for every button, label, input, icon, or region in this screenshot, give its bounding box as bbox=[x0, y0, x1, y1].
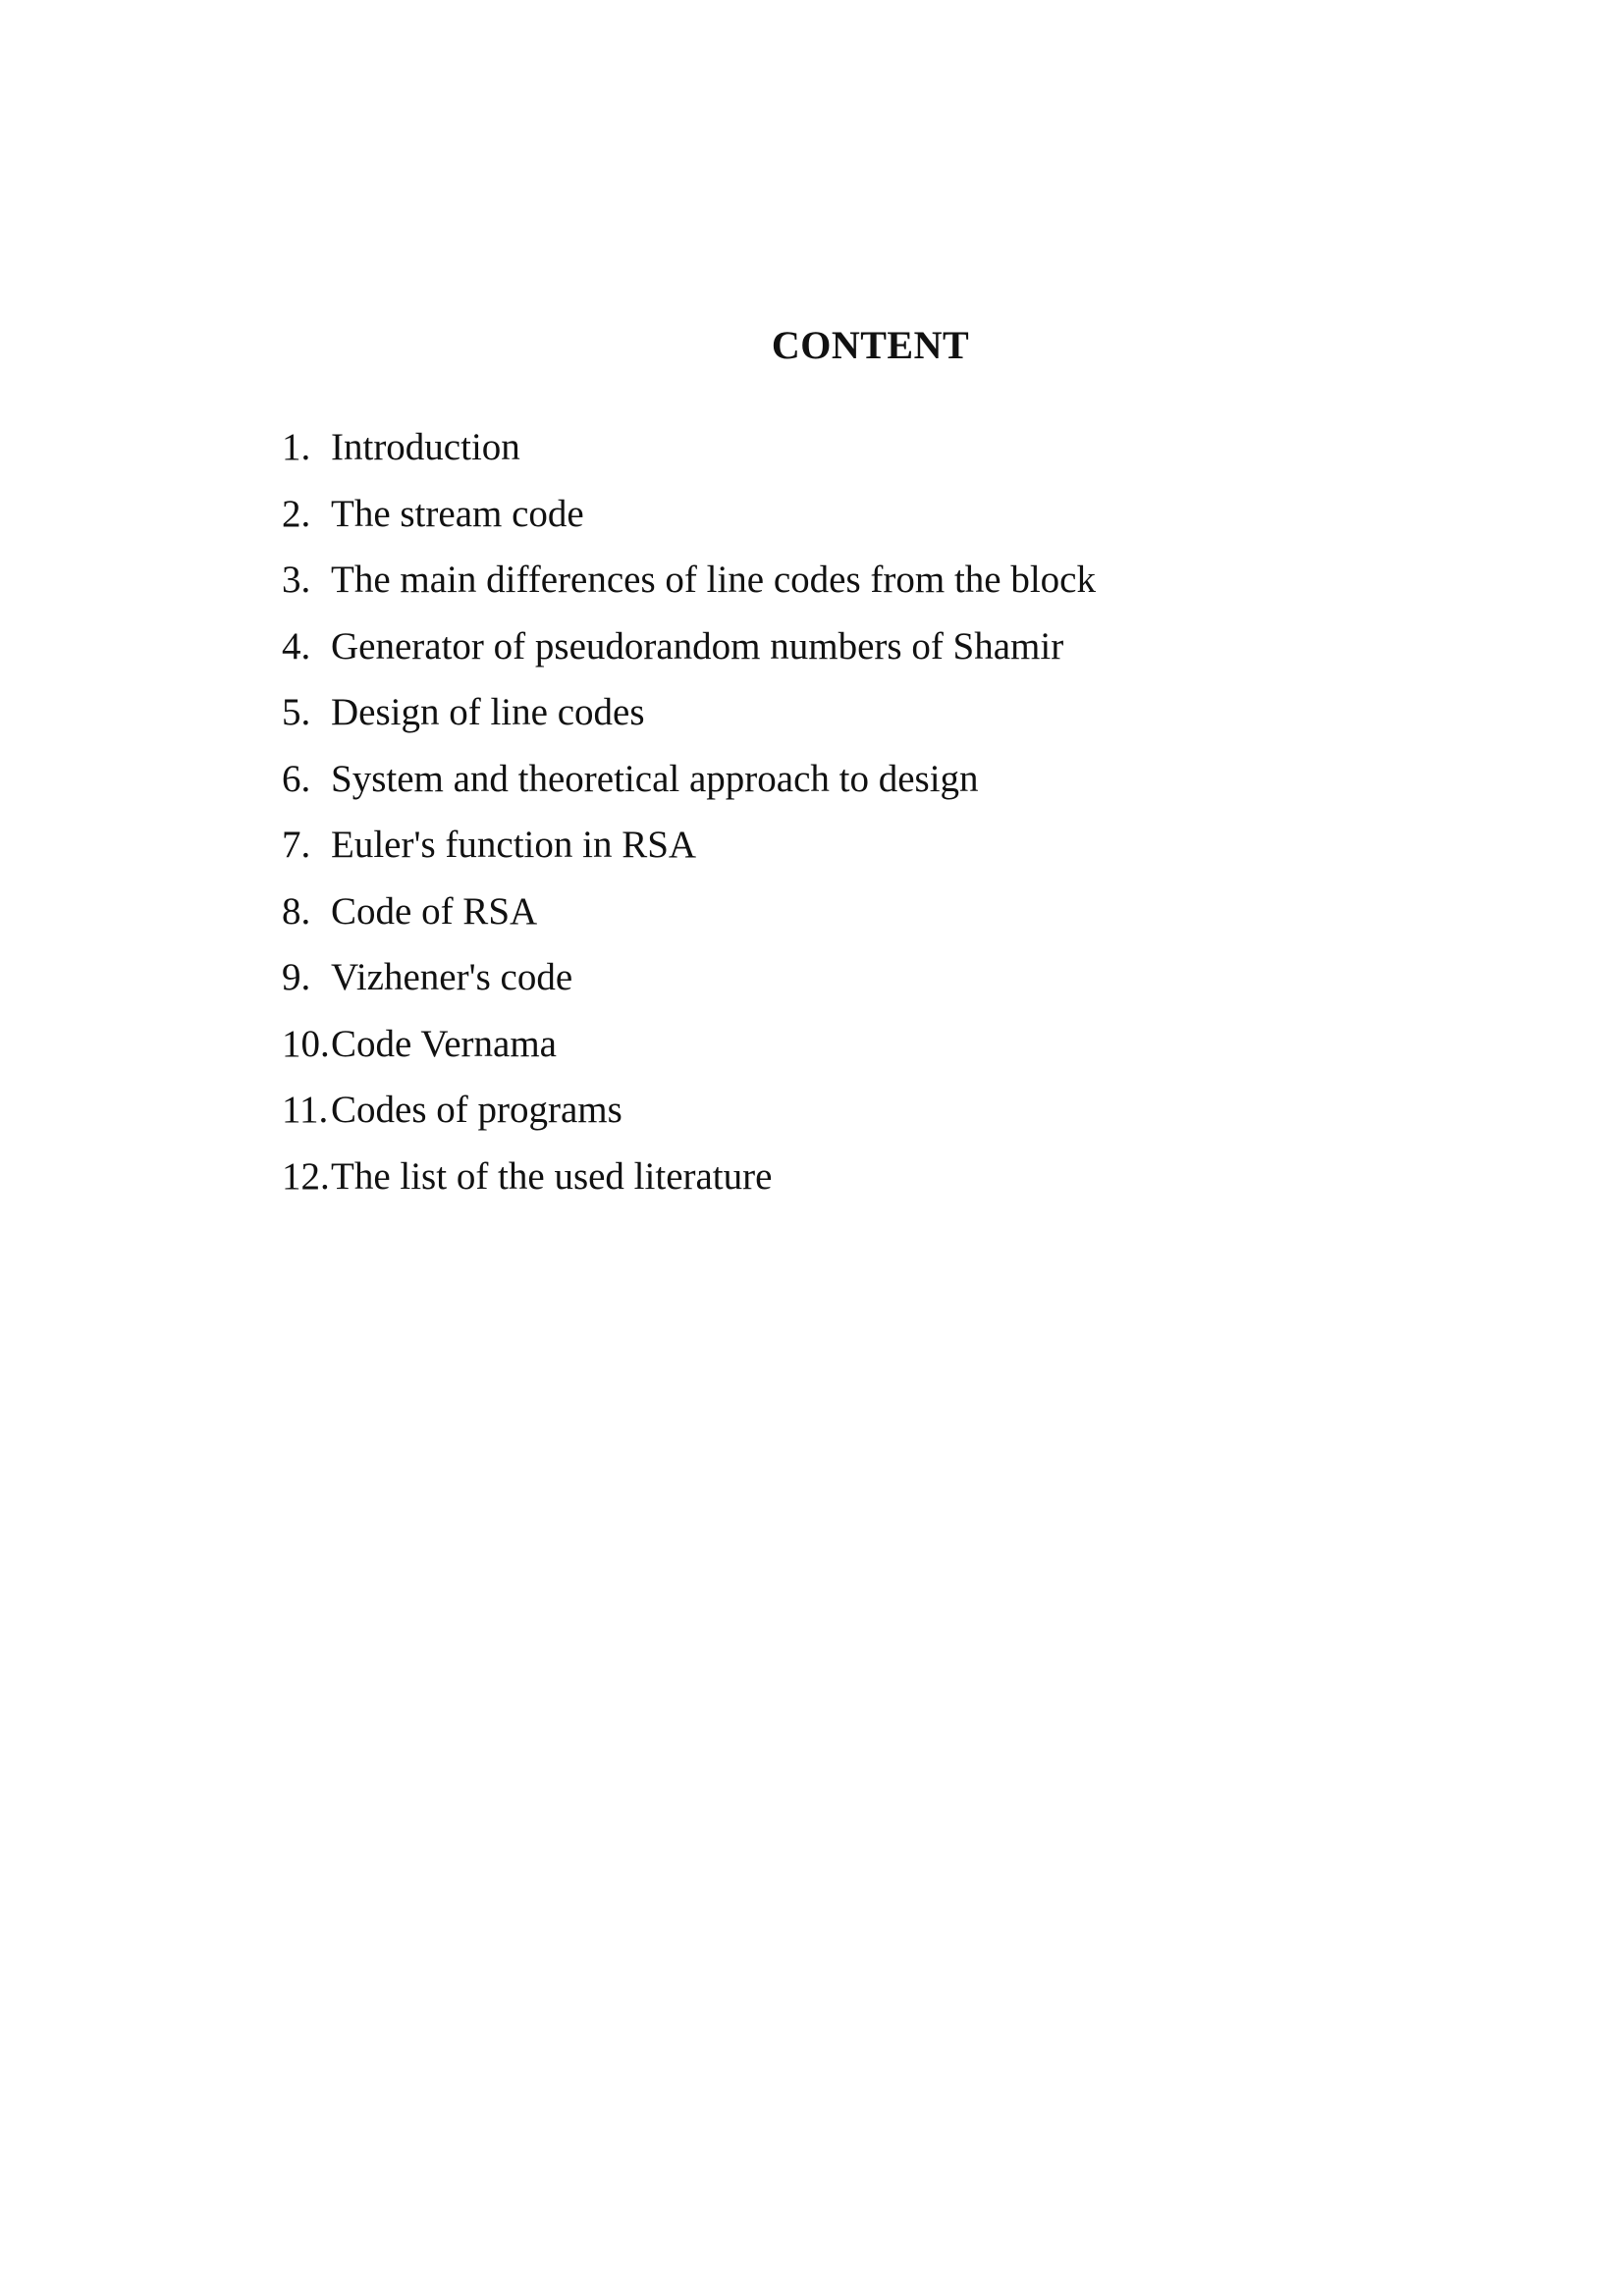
toc-item bbox=[282, 888, 1096, 935]
toc-item-label: Euler's function in RSA bbox=[331, 824, 697, 866]
toc-item-number: 1. bbox=[282, 426, 311, 468]
toc-item bbox=[282, 1153, 1096, 1201]
toc-item-label: The stream code bbox=[331, 492, 584, 535]
toc-item bbox=[282, 491, 1096, 538]
toc-item bbox=[282, 1021, 1096, 1068]
toc-item bbox=[282, 623, 1096, 670]
toc-item-number: 12. bbox=[282, 1154, 330, 1198]
toc-item-label: Introduction bbox=[331, 426, 520, 468]
toc-item-number: 11. bbox=[282, 1089, 329, 1131]
toc-item bbox=[282, 1087, 1096, 1134]
toc-item-label: The list of the used literature bbox=[331, 1154, 773, 1198]
toc-item-number: 3. bbox=[282, 559, 311, 601]
toc-item bbox=[282, 689, 1096, 736]
toc-item-label: Codes of programs bbox=[331, 1089, 622, 1131]
toc-item-number: 5. bbox=[282, 691, 311, 733]
toc-item-number: 4. bbox=[282, 624, 311, 667]
toc-item-number: 10. bbox=[282, 1022, 330, 1065]
toc-item-label: Code of RSA bbox=[331, 889, 538, 933]
table-of-contents bbox=[282, 424, 1096, 1219]
toc-item-label: The main differences of line codes from the block bbox=[331, 559, 1096, 601]
toc-item-number: 6. bbox=[282, 757, 311, 800]
toc-item bbox=[282, 756, 1096, 803]
toc-item-label: Vizhener's code bbox=[331, 956, 573, 998]
toc-item-label: Code Vernama bbox=[331, 1022, 557, 1065]
toc-item-label: System and theoretical approach to design bbox=[331, 757, 979, 800]
toc-item bbox=[282, 424, 1096, 471]
toc-item bbox=[282, 954, 1096, 1001]
toc-item-label: Design of line codes bbox=[331, 691, 645, 733]
toc-item-number: 7. bbox=[282, 824, 311, 866]
toc-item bbox=[282, 557, 1096, 604]
toc-item bbox=[282, 822, 1096, 869]
toc-item-number: 9. bbox=[282, 956, 311, 998]
toc-item-label: Generator of pseudorandom numbers of Shamir bbox=[331, 624, 1064, 667]
page-title: CONTENT bbox=[771, 323, 970, 367]
toc-item-number: 8. bbox=[282, 889, 311, 933]
toc-item-number: 2. bbox=[282, 492, 311, 535]
